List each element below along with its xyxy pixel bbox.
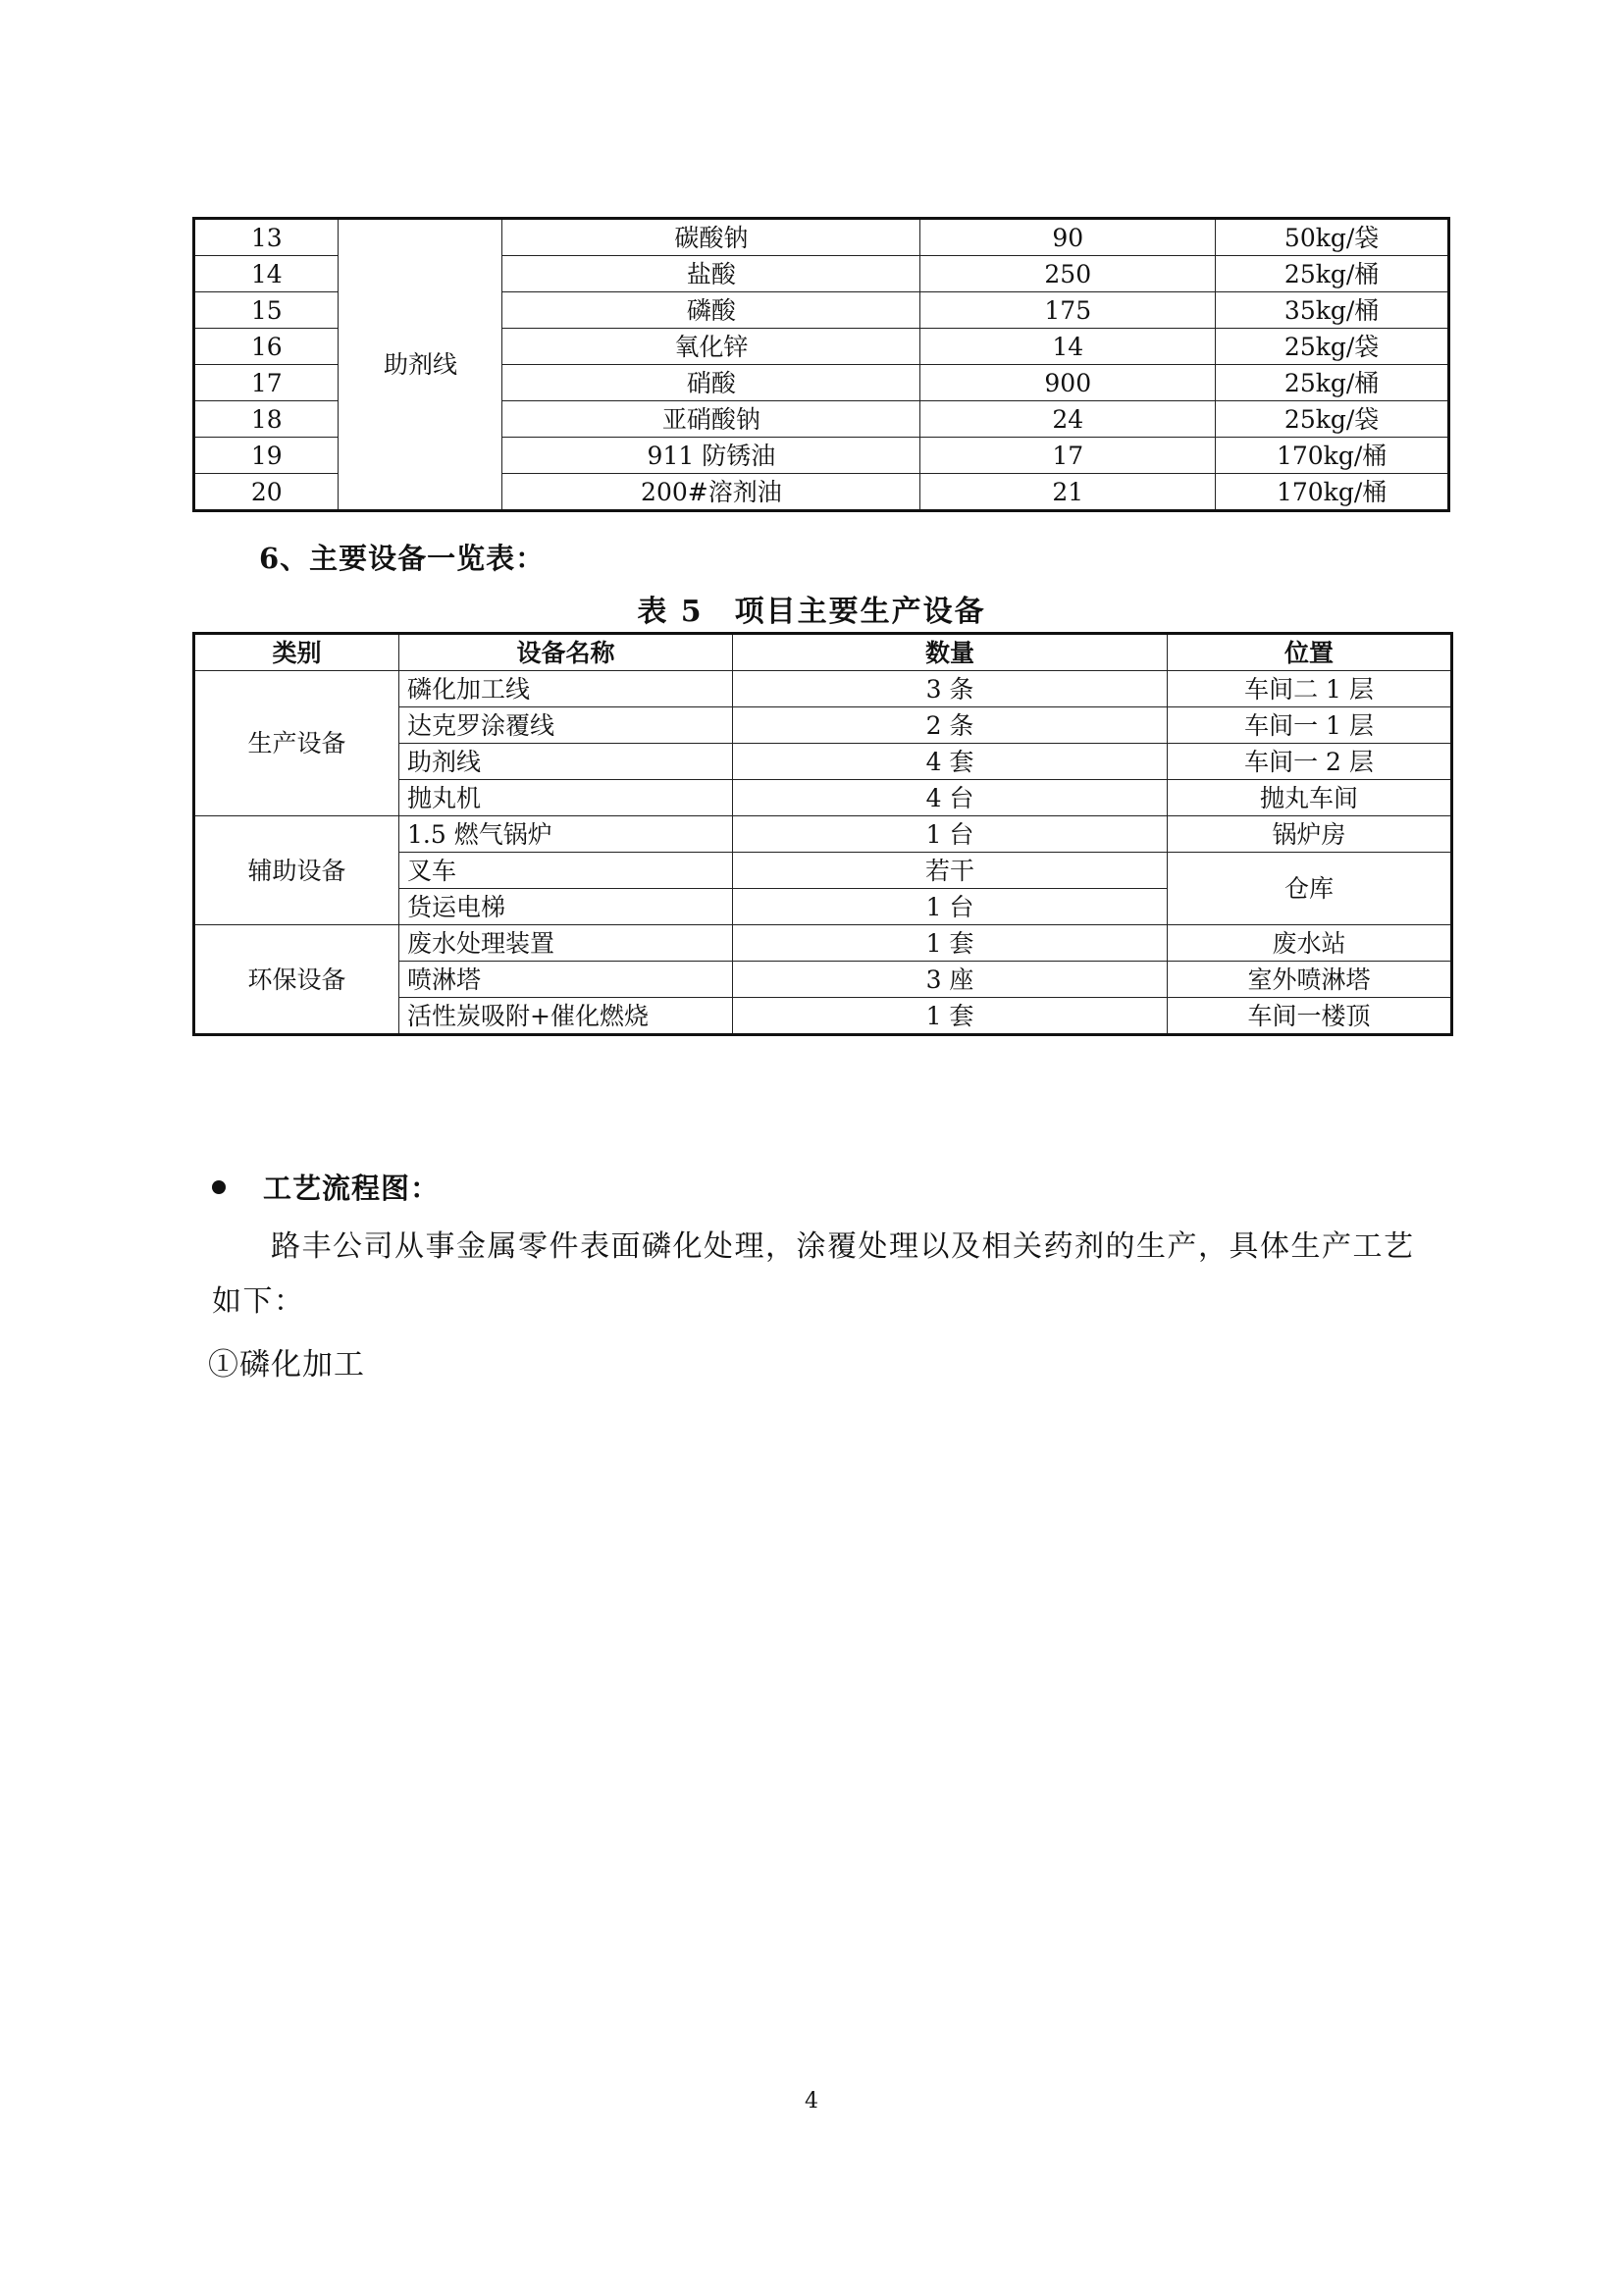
material-amount: 175 bbox=[920, 292, 1216, 329]
column-header: 类别 bbox=[194, 634, 399, 671]
material-pack: 170kg/桶 bbox=[1216, 474, 1449, 511]
flow-heading: 工艺流程图： bbox=[263, 1172, 441, 1205]
equipment-qty: 1 套 bbox=[733, 925, 1168, 962]
equipment-qty: 1 台 bbox=[733, 889, 1168, 925]
section-title: 6、主要设备一览表： bbox=[259, 542, 546, 575]
table-row bbox=[194, 219, 1449, 256]
equipment-qty: 若干 bbox=[733, 853, 1168, 889]
body-paragraph: 路丰公司从事金属零件表面磷化处理，涂覆处理以及相关药剂的生产，具体生产工艺如下： bbox=[212, 1229, 1415, 1319]
equipment-qty: 1 套 bbox=[733, 998, 1168, 1035]
sub-heading: ①磷化加工 bbox=[208, 1347, 365, 1383]
equipment-qty: 2 条 bbox=[733, 707, 1168, 744]
equipment-location: 仓库 bbox=[1168, 853, 1452, 925]
row-number: 18 bbox=[194, 401, 339, 438]
raw-material-table bbox=[192, 217, 1450, 512]
material-pack: 25kg/袋 bbox=[1216, 329, 1449, 365]
equipment-location: 车间二 1 层 bbox=[1168, 671, 1452, 707]
material-name: 磷酸 bbox=[502, 292, 920, 329]
equipment-name: 叉车 bbox=[399, 853, 733, 889]
table-row bbox=[194, 925, 1452, 962]
equipment-location: 车间一 1 层 bbox=[1168, 707, 1452, 744]
material-pack: 25kg/桶 bbox=[1216, 365, 1449, 401]
equipment-name: 达克罗涂覆线 bbox=[399, 707, 733, 744]
equipment-table bbox=[192, 632, 1453, 1036]
material-name: 200#溶剂油 bbox=[502, 474, 920, 511]
equipment-name: 喷淋塔 bbox=[399, 962, 733, 998]
equipment-location: 锅炉房 bbox=[1168, 816, 1452, 853]
material-amount: 21 bbox=[920, 474, 1216, 511]
table-row bbox=[194, 816, 1452, 853]
material-amount: 900 bbox=[920, 365, 1216, 401]
equipment-name: 废水处理装置 bbox=[399, 925, 733, 962]
material-amount: 250 bbox=[920, 256, 1216, 292]
row-number: 17 bbox=[194, 365, 339, 401]
page-number: 4 bbox=[805, 2089, 818, 2113]
category-label: 生产设备 bbox=[194, 671, 399, 816]
category-label: 辅助设备 bbox=[194, 816, 399, 925]
row-number: 15 bbox=[194, 292, 339, 329]
row-number: 19 bbox=[194, 438, 339, 474]
equipment-location: 废水站 bbox=[1168, 925, 1452, 962]
equipment-location: 抛丸车间 bbox=[1168, 780, 1452, 816]
row-number: 16 bbox=[194, 329, 339, 365]
material-name: 碳酸钠 bbox=[502, 219, 920, 256]
material-amount: 90 bbox=[920, 219, 1216, 256]
material-name: 氧化锌 bbox=[502, 329, 920, 365]
material-name: 盐酸 bbox=[502, 256, 920, 292]
material-pack: 25kg/袋 bbox=[1216, 401, 1449, 438]
equipment-location: 室外喷淋塔 bbox=[1168, 962, 1452, 998]
column-header: 位置 bbox=[1168, 634, 1452, 671]
equipment-name: 活性炭吸附+催化燃烧 bbox=[399, 998, 733, 1035]
flow-heading-row bbox=[212, 1167, 440, 1207]
material-amount: 17 bbox=[920, 438, 1216, 474]
material-pack: 35kg/桶 bbox=[1216, 292, 1449, 329]
material-name: 亚硝酸钠 bbox=[502, 401, 920, 438]
equipment-qty: 4 套 bbox=[733, 744, 1168, 780]
row-number: 14 bbox=[194, 256, 339, 292]
equipment-qty: 3 座 bbox=[733, 962, 1168, 998]
material-amount: 14 bbox=[920, 329, 1216, 365]
table-caption: 表 5 项目主要生产设备 bbox=[637, 595, 986, 629]
material-pack: 170kg/桶 bbox=[1216, 438, 1449, 474]
group-label: 助剂线 bbox=[339, 219, 502, 511]
equipment-qty: 1 台 bbox=[733, 816, 1168, 853]
material-pack: 50kg/袋 bbox=[1216, 219, 1449, 256]
equipment-qty: 3 条 bbox=[733, 671, 1168, 707]
column-header: 设备名称 bbox=[399, 634, 733, 671]
material-name: 911 防锈油 bbox=[502, 438, 920, 474]
table-row bbox=[194, 671, 1452, 707]
category-label: 环保设备 bbox=[194, 925, 399, 1035]
column-header: 数量 bbox=[733, 634, 1168, 671]
bullet-icon bbox=[212, 1180, 226, 1194]
material-amount: 24 bbox=[920, 401, 1216, 438]
table-header-row bbox=[194, 634, 1452, 671]
equipment-qty: 4 台 bbox=[733, 780, 1168, 816]
equipment-name: 磷化加工线 bbox=[399, 671, 733, 707]
row-number: 13 bbox=[194, 219, 339, 256]
equipment-location: 车间一 2 层 bbox=[1168, 744, 1452, 780]
equipment-name: 1.5 燃气锅炉 bbox=[399, 816, 733, 853]
material-name: 硝酸 bbox=[502, 365, 920, 401]
equipment-location: 车间一楼顶 bbox=[1168, 998, 1452, 1035]
equipment-name: 助剂线 bbox=[399, 744, 733, 780]
material-pack: 25kg/桶 bbox=[1216, 256, 1449, 292]
row-number: 20 bbox=[194, 474, 339, 511]
equipment-name: 抛丸机 bbox=[399, 780, 733, 816]
equipment-name: 货运电梯 bbox=[399, 889, 733, 925]
